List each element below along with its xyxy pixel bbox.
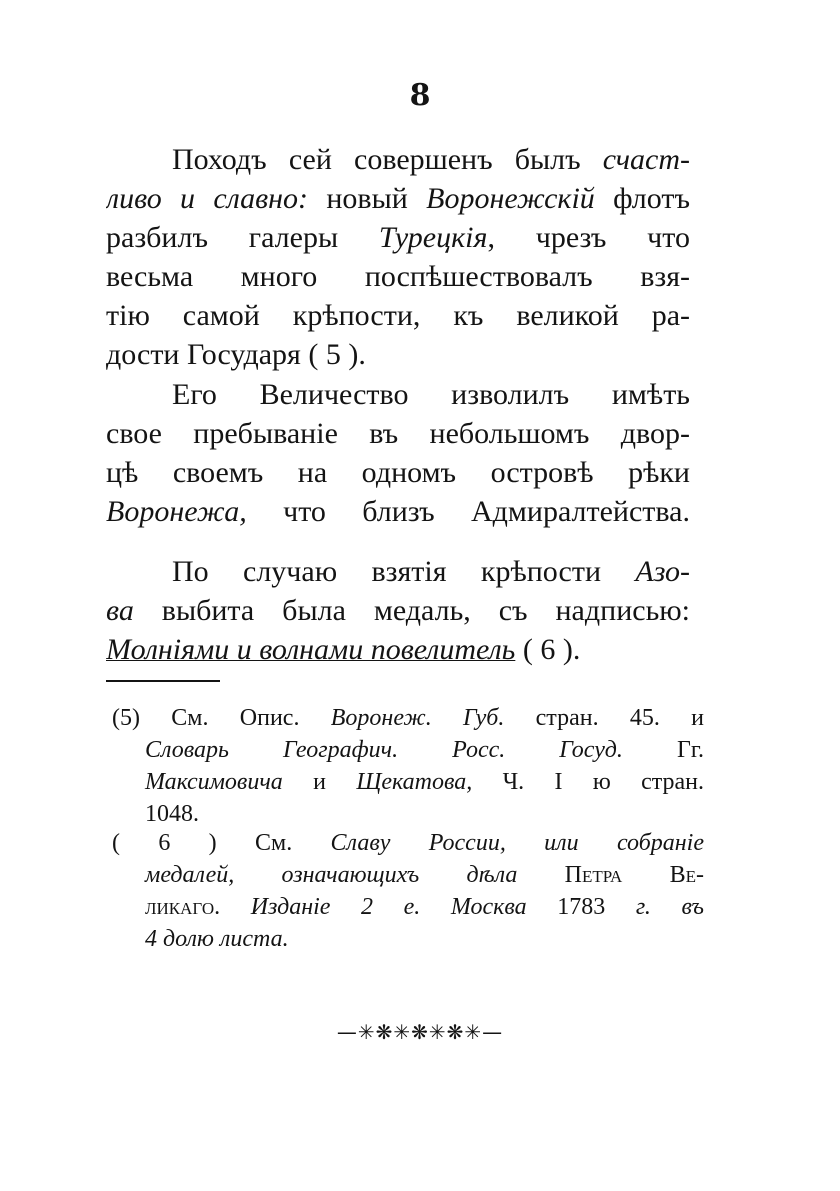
footnote-6 <box>112 827 704 955</box>
text-run: новый <box>308 182 427 215</box>
page-number: 8 <box>409 78 431 113</box>
paragraph-campaign <box>106 140 690 374</box>
footnote-5 <box>112 702 704 830</box>
paragraph-line <box>106 552 690 591</box>
paragraph-line: весьма много поспѣшествовалъ взя- <box>106 260 690 293</box>
footnote-line: 4 долю листа. <box>145 926 289 952</box>
small-caps-run: Петра Ве- <box>517 862 704 888</box>
text-run: что близъ Адмиралтейства. <box>246 495 690 528</box>
italic-run: ва <box>106 594 134 627</box>
small-caps-run: ликаго. <box>145 894 221 920</box>
italic-run: счаст- <box>602 143 690 176</box>
footnote-line <box>112 827 704 859</box>
text-run: и <box>282 769 357 795</box>
text-run: стран. 45. и <box>504 705 704 731</box>
text-run: , чрезъ что <box>487 221 690 254</box>
paragraph-line <box>106 140 690 179</box>
text-run: разбилъ галеры <box>106 221 379 254</box>
text-run: 1783 <box>526 894 636 920</box>
text-run: Ч. I ю стран. <box>472 769 704 795</box>
italic-run: Щекатова, <box>356 769 473 795</box>
italic-run: Изданіе 2 е. Москва <box>220 894 527 920</box>
footnote-line <box>112 734 704 766</box>
paragraph-line <box>106 179 690 218</box>
italic-run: Максимовича <box>145 769 283 795</box>
italic-run: Словарь Географич. Росс. Госуд. <box>145 737 623 763</box>
paragraph-line: свое пребываніе въ небольшомъ двор- <box>106 417 690 450</box>
footnote-divider <box>106 680 220 682</box>
footnote-line <box>112 859 704 891</box>
paragraph-line: тію самой крѣпости, къ великой ра- <box>106 299 690 332</box>
medal-inscription: Молніями и волнами повелитель <box>106 633 516 666</box>
text-run: По случаю взятія крѣпости <box>172 555 636 588</box>
paragraph-medal <box>106 552 690 669</box>
paragraph-line: Его Величество изволилъ имѣть <box>172 378 690 411</box>
footnote-line <box>112 702 704 734</box>
italic-run: Азо- <box>635 555 690 588</box>
text-run: (5) См. Опис. <box>112 705 331 731</box>
footnote-line: 1048. <box>145 801 199 827</box>
paragraph-residence <box>106 375 690 531</box>
text-run: флотъ <box>594 182 690 215</box>
text-run: выбита была медаль, съ надписью: <box>133 594 690 627</box>
text-run: ( 6 ) См. <box>112 830 331 856</box>
text-run: Походъ сей совершенъ былъ <box>172 143 603 176</box>
paragraph-line <box>106 630 690 669</box>
paragraph-line: дости Государя ( 5 ). <box>106 338 366 371</box>
italic-run: Славу России, или собраніе <box>330 830 704 856</box>
text-run: Гг. <box>622 737 704 763</box>
paragraph-line: цѣ своемъ на одномъ островѣ рѣки <box>106 456 690 489</box>
italic-run: Воронежскій <box>426 182 595 215</box>
italic-run: Турецкія <box>378 221 488 254</box>
ornament-divider: —✳❋✳❋✳❋✳— <box>336 1020 504 1044</box>
text-run: ( 6 ). <box>515 633 581 666</box>
paragraph-line <box>106 218 690 257</box>
paragraph-line <box>106 591 690 630</box>
italic-run: медалей, означающихъ дѣла <box>145 862 518 888</box>
italic-run: Воронеж. Губ. <box>330 705 505 731</box>
italic-run: ливо и славно: <box>106 182 309 215</box>
footnote-line <box>112 766 704 798</box>
footnote-line <box>112 891 704 923</box>
paragraph-line <box>106 492 690 531</box>
italic-run: Воронежа, <box>106 495 247 528</box>
italic-run: г. въ <box>635 894 704 920</box>
